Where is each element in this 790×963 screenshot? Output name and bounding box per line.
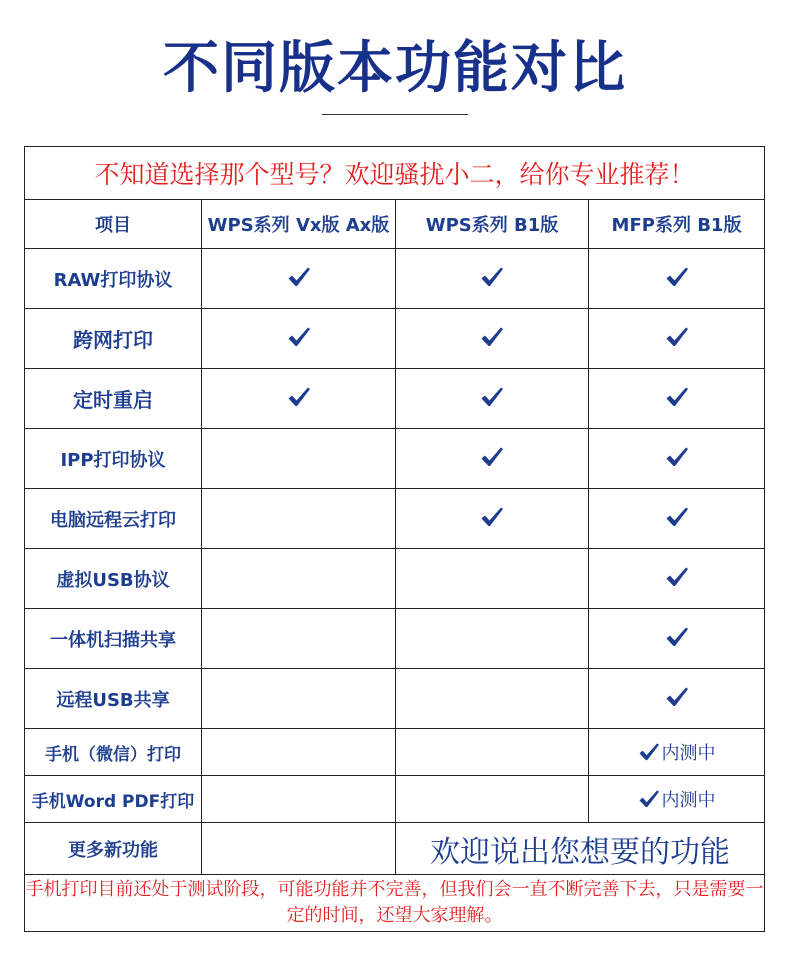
support-cell-mfp bbox=[589, 429, 765, 489]
feature-row bbox=[25, 369, 765, 429]
beta-label: 内测中 bbox=[661, 789, 716, 811]
check-icon bbox=[638, 789, 660, 809]
support-cell-b1 bbox=[396, 549, 589, 609]
header-row bbox=[25, 200, 765, 249]
check-icon bbox=[665, 266, 689, 288]
support-cell-b1 bbox=[396, 309, 589, 369]
feature-row bbox=[25, 609, 765, 669]
feature-name: 虚拟USB协议 bbox=[25, 549, 202, 609]
support-cell-b1 bbox=[396, 249, 589, 309]
footer-note: 手机打印目前还处于测试阶段，可能功能并不完善，但我们会一直不断完善下去，只是需要一定的时间，还望大家理解。 bbox=[25, 875, 765, 932]
check-icon bbox=[480, 326, 504, 348]
support-cell-mfp bbox=[589, 489, 765, 549]
check-icon bbox=[480, 386, 504, 408]
feature-name: 手机（微信）打印 bbox=[25, 729, 202, 776]
support-cell-vx bbox=[202, 609, 396, 669]
support-cell-b1 bbox=[396, 489, 589, 549]
comparison-table bbox=[24, 146, 765, 932]
feature-rows bbox=[25, 249, 765, 823]
more-features-label: 更多新功能 bbox=[25, 823, 202, 875]
feature-name: 定时重启 bbox=[25, 369, 202, 429]
more-features-empty bbox=[202, 823, 396, 875]
col-header-item: 项目 bbox=[25, 200, 202, 249]
check-icon bbox=[665, 686, 689, 708]
more-features-message: 欢迎说出您想要的功能 bbox=[396, 823, 765, 875]
beta-status bbox=[638, 739, 716, 765]
support-cell-b1 bbox=[396, 669, 589, 729]
check-icon bbox=[480, 446, 504, 468]
support-cell-vx bbox=[202, 669, 396, 729]
check-icon bbox=[665, 386, 689, 408]
check-icon bbox=[665, 446, 689, 468]
support-cell-vx bbox=[202, 249, 396, 309]
feature-row bbox=[25, 729, 765, 776]
title-divider bbox=[322, 114, 468, 115]
support-cell-mfp bbox=[589, 309, 765, 369]
banner-row bbox=[25, 147, 765, 200]
support-cell-mfp bbox=[589, 776, 765, 823]
support-cell-b1 bbox=[396, 609, 589, 669]
check-icon bbox=[665, 626, 689, 648]
support-cell-vx bbox=[202, 309, 396, 369]
beta-label: 内测中 bbox=[661, 742, 716, 764]
feature-name: 手机Word PDF打印 bbox=[25, 776, 202, 823]
support-cell-b1 bbox=[396, 729, 589, 776]
page-title: 不同版本功能对比 bbox=[163, 36, 627, 101]
feature-name: 电脑远程云打印 bbox=[25, 489, 202, 549]
check-icon bbox=[665, 506, 689, 528]
more-features-row bbox=[25, 823, 765, 875]
support-cell-vx bbox=[202, 729, 396, 776]
feature-name: RAW打印协议 bbox=[25, 249, 202, 309]
feature-row bbox=[25, 249, 765, 309]
support-cell-mfp bbox=[589, 549, 765, 609]
check-icon bbox=[287, 266, 311, 288]
feature-name: 一体机扫描共享 bbox=[25, 609, 202, 669]
check-icon bbox=[665, 326, 689, 348]
feature-row bbox=[25, 669, 765, 729]
check-icon bbox=[287, 326, 311, 348]
support-cell-vx bbox=[202, 429, 396, 489]
banner-text: 不知道选择那个型号？欢迎骚扰小二，给你专业推荐！ bbox=[25, 147, 765, 200]
support-cell-mfp bbox=[589, 369, 765, 429]
support-cell-b1 bbox=[396, 369, 589, 429]
check-icon bbox=[480, 506, 504, 528]
support-cell-vx bbox=[202, 489, 396, 549]
feature-row bbox=[25, 429, 765, 489]
feature-row bbox=[25, 309, 765, 369]
feature-row bbox=[25, 549, 765, 609]
col-header-wps-vx: WPS系列 Vx版 Ax版 bbox=[202, 200, 396, 249]
feature-row bbox=[25, 489, 765, 549]
feature-name: 跨网打印 bbox=[25, 309, 202, 369]
feature-row bbox=[25, 776, 765, 823]
support-cell-mfp bbox=[589, 669, 765, 729]
feature-name: 远程USB共享 bbox=[25, 669, 202, 729]
check-icon bbox=[480, 266, 504, 288]
beta-status bbox=[638, 786, 716, 812]
support-cell-vx bbox=[202, 776, 396, 823]
feature-name: IPP打印协议 bbox=[25, 429, 202, 489]
support-cell-mfp bbox=[589, 729, 765, 776]
col-header-wps-b1: WPS系列 B1版 bbox=[396, 200, 589, 249]
col-header-mfp-b1: MFP系列 B1版 bbox=[589, 200, 765, 249]
support-cell-mfp bbox=[589, 249, 765, 309]
support-cell-b1 bbox=[396, 429, 589, 489]
check-icon bbox=[287, 386, 311, 408]
support-cell-vx bbox=[202, 369, 396, 429]
check-icon bbox=[638, 742, 660, 762]
support-cell-mfp bbox=[589, 609, 765, 669]
check-icon bbox=[665, 566, 689, 588]
footer-note-row bbox=[25, 875, 765, 932]
support-cell-vx bbox=[202, 549, 396, 609]
support-cell-b1 bbox=[396, 776, 589, 823]
